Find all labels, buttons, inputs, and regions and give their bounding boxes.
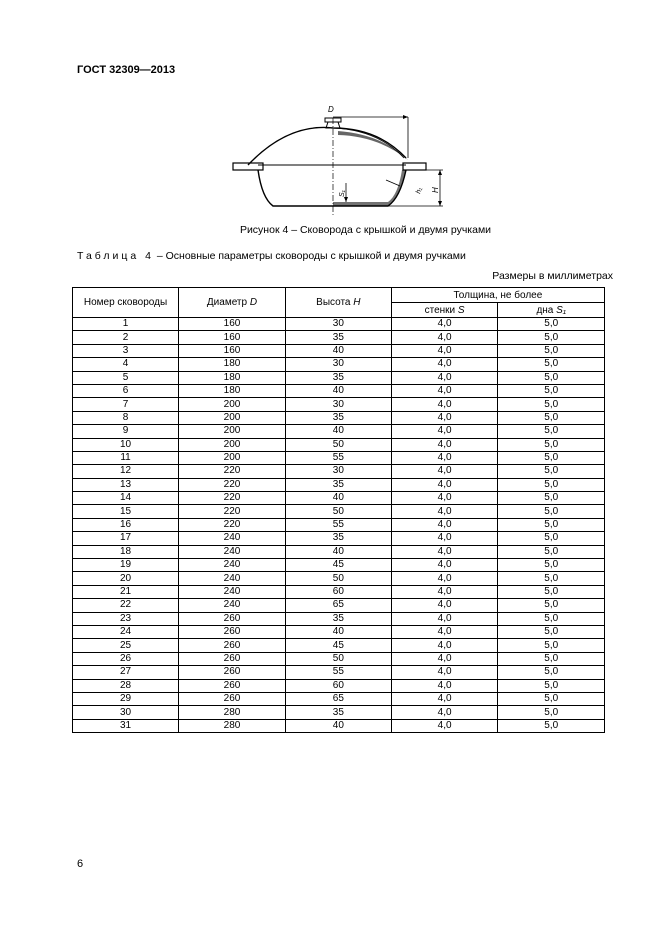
table-cell: 5,0 (498, 652, 605, 665)
table-cell: 280 (179, 719, 286, 732)
table-cell: 40 (285, 425, 391, 438)
table-cell: 29 (73, 692, 179, 705)
table-cell: 5,0 (498, 398, 605, 411)
header-diameter-var: D (249, 297, 258, 308)
table-cell: 4,0 (391, 692, 498, 705)
table-cell: 35 (285, 411, 391, 424)
table-cell: 17 (73, 532, 179, 545)
header-wall (391, 303, 498, 318)
header-bottom-var: S₁ (556, 304, 566, 316)
table-row (73, 344, 605, 357)
table-cell: 5,0 (498, 585, 605, 598)
table-cell: 50 (285, 438, 391, 451)
table-cell: 5,0 (498, 492, 605, 505)
table-cell: 220 (179, 492, 286, 505)
table-cell: 5,0 (498, 411, 605, 424)
table-cell: 45 (285, 639, 391, 652)
table-cell: 260 (179, 639, 286, 652)
table-cell: 3 (73, 344, 179, 357)
table-cell: 65 (285, 599, 391, 612)
table-cell: 5,0 (498, 666, 605, 679)
table-cell: 28 (73, 679, 179, 692)
table-cell: 260 (179, 666, 286, 679)
table-cell: 5,0 (498, 599, 605, 612)
table-cell: 8 (73, 411, 179, 424)
parameters-table (72, 287, 605, 733)
table-cell: 1 (73, 318, 179, 331)
table-cell: 27 (73, 666, 179, 679)
table-cell: 4,0 (391, 612, 498, 625)
table-cell: 4,0 (391, 639, 498, 652)
table-cell: 15 (73, 505, 179, 518)
header-wall-label: стенки (424, 304, 456, 316)
table-cell: 200 (179, 411, 286, 424)
table-cell: 60 (285, 585, 391, 598)
table-cell: 4,0 (391, 344, 498, 357)
table-cell: 35 (285, 612, 391, 625)
table-row (73, 465, 605, 478)
table-cell: 5,0 (498, 358, 605, 371)
table-cell: 180 (179, 384, 286, 397)
header-diameter (179, 288, 286, 318)
table-row (73, 492, 605, 505)
table-cell: 260 (179, 625, 286, 638)
table-cell: 200 (179, 398, 286, 411)
table-cell: 9 (73, 425, 179, 438)
dimension-s1-label: S₁ (339, 190, 346, 197)
table-cell: 5,0 (498, 625, 605, 638)
table-cell: 5,0 (498, 425, 605, 438)
table-cell: 4,0 (391, 719, 498, 732)
table-cell: 12 (73, 465, 179, 478)
table-cell: 24 (73, 625, 179, 638)
table-row (73, 599, 605, 612)
units-note: Размеры в миллиметрах (492, 270, 613, 282)
header-bottom (498, 303, 605, 318)
table-cell: 2 (73, 331, 179, 344)
table-cell: 40 (285, 492, 391, 505)
header-wall-var: S (457, 304, 465, 316)
table-title (77, 250, 466, 262)
table-cell: 60 (285, 679, 391, 692)
table-row (73, 652, 605, 665)
table-cell: 6 (73, 384, 179, 397)
table-cell: 200 (179, 425, 286, 438)
table-cell: 50 (285, 505, 391, 518)
table-row (73, 545, 605, 558)
table-cell: 160 (179, 331, 286, 344)
table-cell: 30 (285, 465, 391, 478)
table-cell: 5,0 (498, 692, 605, 705)
frying-pan-drawing (228, 98, 448, 218)
table-row (73, 398, 605, 411)
header-height-var: H (353, 297, 361, 308)
table-row (73, 719, 605, 732)
header-height (285, 288, 391, 318)
table-cell: 5,0 (498, 639, 605, 652)
dimension-h1-label: h₁ (415, 186, 424, 195)
table-cell: 200 (179, 451, 286, 464)
table-cell: 4,0 (391, 559, 498, 572)
table-cell: 180 (179, 371, 286, 384)
header-number (73, 288, 179, 318)
table-cell: 40 (285, 719, 391, 732)
table-cell: 4,0 (391, 518, 498, 531)
table-cell: 240 (179, 585, 286, 598)
table-cell: 31 (73, 719, 179, 732)
header-diameter-label: Диаметр (206, 297, 248, 308)
table-cell: 5,0 (498, 518, 605, 531)
dimension-d-label: D (328, 105, 334, 114)
table-cell: 240 (179, 559, 286, 572)
table-cell: 22 (73, 599, 179, 612)
table-cell: 35 (285, 532, 391, 545)
table-cell: 4,0 (391, 666, 498, 679)
table-cell: 4,0 (391, 706, 498, 719)
table-cell: 5,0 (498, 451, 605, 464)
table-row (73, 706, 605, 719)
table-cell: 220 (179, 478, 286, 491)
table-cell: 5,0 (498, 478, 605, 491)
table-cell: 40 (285, 384, 391, 397)
table-cell: 5,0 (498, 344, 605, 357)
table-cell: 5,0 (498, 505, 605, 518)
table-cell: 25 (73, 639, 179, 652)
table-title-text: – Основные параметры сковороды с крышкой и двумя ручками (153, 250, 466, 262)
table-cell: 4,0 (391, 585, 498, 598)
table-cell: 5,0 (498, 545, 605, 558)
table-cell: 180 (179, 358, 286, 371)
table-cell: 4,0 (391, 505, 498, 518)
table-cell: 35 (285, 371, 391, 384)
table-row (73, 331, 605, 344)
table-cell: 5 (73, 371, 179, 384)
table-row (73, 612, 605, 625)
table-cell: 14 (73, 492, 179, 505)
table-cell: 240 (179, 572, 286, 585)
table-row (73, 425, 605, 438)
table-cell: 13 (73, 478, 179, 491)
figure-caption: Рисунок 4 – Сковорода с крышкой и двумя ручками (239, 224, 492, 236)
table-row (73, 411, 605, 424)
table-row (73, 478, 605, 491)
table-cell: 220 (179, 465, 286, 478)
table-cell: 45 (285, 559, 391, 572)
table-cell: 30 (285, 398, 391, 411)
header-bottom-label: дна (536, 304, 554, 316)
table-row (73, 358, 605, 371)
table-cell: 40 (285, 344, 391, 357)
table-cell: 26 (73, 652, 179, 665)
table-cell: 220 (179, 505, 286, 518)
table-cell: 4,0 (391, 492, 498, 505)
table-cell: 7 (73, 398, 179, 411)
table-cell: 260 (179, 612, 286, 625)
table-row (73, 639, 605, 652)
table-cell: 4,0 (391, 451, 498, 464)
table-cell: 280 (179, 706, 286, 719)
table-cell: 4,0 (391, 411, 498, 424)
table-cell: 240 (179, 545, 286, 558)
table-cell: 20 (73, 572, 179, 585)
table-cell: 260 (179, 679, 286, 692)
table-cell: 30 (285, 358, 391, 371)
table-cell: 4,0 (391, 625, 498, 638)
table-cell: 5,0 (498, 438, 605, 451)
table-cell: 10 (73, 438, 179, 451)
table-cell: 21 (73, 585, 179, 598)
table-cell: 4,0 (391, 358, 498, 371)
table-cell: 4,0 (391, 545, 498, 558)
table-cell: 4 (73, 358, 179, 371)
table-cell: 240 (179, 532, 286, 545)
table-cell: 5,0 (498, 532, 605, 545)
header-number-label: Номер сковороды (83, 297, 168, 308)
table-cell: 4,0 (391, 532, 498, 545)
table-cell: 35 (285, 478, 391, 491)
table-cell: 4,0 (391, 384, 498, 397)
table-cell: 11 (73, 451, 179, 464)
dimension-h-label: H (431, 187, 440, 193)
table-row (73, 438, 605, 451)
table-cell: 35 (285, 331, 391, 344)
table-row (73, 451, 605, 464)
table-cell: 5,0 (498, 371, 605, 384)
table-cell: 40 (285, 545, 391, 558)
table-row (73, 625, 605, 638)
table-cell: 55 (285, 451, 391, 464)
table-row (73, 585, 605, 598)
table-cell: 4,0 (391, 652, 498, 665)
table-cell: 5,0 (498, 572, 605, 585)
table-cell: 5,0 (498, 331, 605, 344)
table-row (73, 692, 605, 705)
table-cell: 4,0 (391, 438, 498, 451)
table-cell: 4,0 (391, 331, 498, 344)
table-cell: 5,0 (498, 465, 605, 478)
header-height-label: Высота (316, 297, 351, 308)
table-title-prefix: Таблица 4 (77, 250, 154, 262)
table-cell: 5,0 (498, 719, 605, 732)
table-cell: 260 (179, 692, 286, 705)
table-row (73, 532, 605, 545)
table-cell: 16 (73, 518, 179, 531)
table-cell: 18 (73, 545, 179, 558)
table-row (73, 318, 605, 331)
table-row (73, 679, 605, 692)
table-cell: 4,0 (391, 425, 498, 438)
table-cell: 5,0 (498, 612, 605, 625)
table-row (73, 559, 605, 572)
table-cell: 4,0 (391, 599, 498, 612)
table-cell: 55 (285, 666, 391, 679)
table-cell: 4,0 (391, 398, 498, 411)
table-cell: 5,0 (498, 679, 605, 692)
table-cell: 35 (285, 706, 391, 719)
table-cell: 160 (179, 318, 286, 331)
table-cell: 19 (73, 559, 179, 572)
table-cell: 55 (285, 518, 391, 531)
table-row (73, 518, 605, 531)
header-thickness: Толщина, не более (391, 288, 604, 303)
table-cell: 220 (179, 518, 286, 531)
table-row (73, 384, 605, 397)
table-cell: 50 (285, 652, 391, 665)
table-row (73, 572, 605, 585)
table-cell: 65 (285, 692, 391, 705)
table-cell: 160 (179, 344, 286, 357)
table-row (73, 505, 605, 518)
table-cell: 5,0 (498, 384, 605, 397)
table-cell: 5,0 (498, 318, 605, 331)
table-cell: 260 (179, 652, 286, 665)
table-cell: 30 (73, 706, 179, 719)
page-number: 6 (77, 858, 84, 870)
table-cell: 23 (73, 612, 179, 625)
table-cell: 4,0 (391, 465, 498, 478)
table-cell: 4,0 (391, 371, 498, 384)
table-row (73, 371, 605, 384)
table-cell: 5,0 (498, 559, 605, 572)
table-cell: 4,0 (391, 679, 498, 692)
table-cell: 240 (179, 599, 286, 612)
table-cell: 200 (179, 438, 286, 451)
table-cell: 4,0 (391, 318, 498, 331)
table-cell: 30 (285, 318, 391, 331)
table-cell: 5,0 (498, 706, 605, 719)
table-row (73, 666, 605, 679)
table-cell: 4,0 (391, 478, 498, 491)
document-code: ГОСТ 32309—2013 (77, 64, 176, 76)
table-cell: 4,0 (391, 572, 498, 585)
table-cell: 40 (285, 625, 391, 638)
table-cell: 50 (285, 572, 391, 585)
